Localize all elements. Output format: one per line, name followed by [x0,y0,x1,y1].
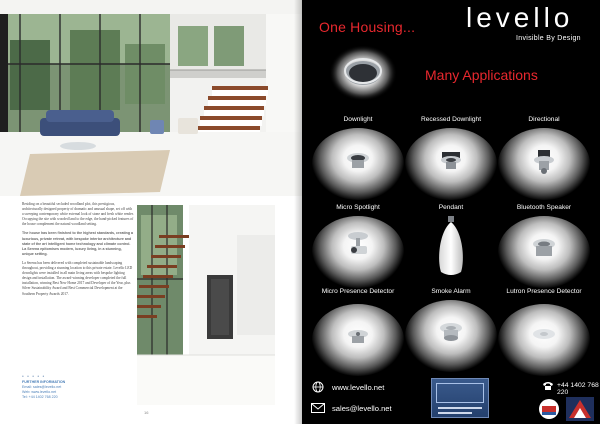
tile-label: Directional [528,116,560,123]
globe-icon [312,381,324,393]
decorative-dots: • • • • • [22,374,46,380]
contact-block [22,380,134,400]
tile-directional [498,116,590,196]
british-made-logo-icon [566,397,594,421]
website-link[interactable]: www.levello.net [332,383,385,392]
tagline-many-applications: Many Applications [425,67,538,83]
tile-micro-spotlight [312,204,404,288]
tile-pendant [405,204,497,288]
tile-downlight [312,116,404,196]
page-number: 16 [144,410,149,415]
tile-recessed-downlight [405,116,497,196]
brand-slogan: Invisible By Design [516,35,581,42]
tile-label: Bluetooth Speaker [516,204,572,211]
award-badge [431,378,489,418]
bluetooth-speaker-icon [529,232,559,262]
itlia-logo-icon [538,398,560,420]
paragraph-2: The house has been finished to the highest standards, creating a luxurious, private retreat, with bespoke interior architecture and state of the art intelligent home technology and climate control. La Serena epitomises modern, luxury living, in a stunning, unique setting. [22,231,134,256]
pendant-icon [435,216,467,278]
tile-label: Downlight [343,116,373,123]
email-icon [311,403,325,413]
right-page-advert [302,0,600,424]
directional-light-icon [529,146,559,176]
tile-micro-presence-detector [312,288,404,368]
tile-label: Pendant [438,204,464,211]
contact-line-phone: Tel: +44 1402 768 220 [22,395,58,399]
housing-ring-icon [328,41,398,101]
floating-staircase-photo [137,205,275,405]
recessed-downlight-icon [436,146,466,176]
tile-label: Lutron Presence Detector [506,288,582,295]
badge-text-line [438,407,482,409]
tile-lutron-presence-detector [498,288,590,368]
interior-staircase-photo [0,0,302,196]
phone-number: +44 1402 768 220 [557,382,599,396]
badge-frame [436,383,484,403]
contact-line-email[interactable]: Email: sales@levello.net [22,385,62,389]
tile-label: Micro Presence Detector [321,288,395,295]
lutron-detector-icon [529,322,559,352]
downlight-icon [343,146,373,176]
tile-bluetooth-speaker [498,204,590,288]
levello-logo: levello [466,2,574,33]
email-link[interactable]: sales@levello.net [332,404,392,413]
tile-label: Micro Spotlight [336,204,380,211]
paragraph-3: La Serena has been delivered with completed sustainable landscaping throughout, providing a stunning location to this private estate. Levello LED downlights were installed in all main living areas with bespoke lighting design and installation. The award-winning developer completed the full installation, winning Best New Home 2017 and Developer of the Year, plus Silver Sustainability Award and Best Commercial Development at the Southern Property Awards 2017. [22,260,133,296]
tagline-one-housing: One Housing... [319,19,416,35]
badge-text-line [438,412,472,414]
contact-line-web[interactable]: Web: www.levello.net [22,390,57,394]
tile-label: Recessed Downlight [420,116,482,123]
smoke-alarm-icon [436,316,466,346]
tile-smoke-alarm [405,288,497,368]
phone-icon [542,381,554,391]
tile-label: Smoke Alarm [431,288,471,295]
micro-spotlight-icon [343,230,373,260]
article-body [22,202,134,301]
paragraph-1: Residing on a beautiful secluded woodland plot, this prestigious, architecturally designed property of dramatic and unusual shape, set off with a sweeping contemporary white external look of stone and fresh white render. Occupying the site with wooded land to the edge, the hand-picked features of the house complement the natural woodland setting. [22,202,134,227]
presence-detector-icon [343,322,373,352]
contact-heading: FURTHER INFORMATION [22,380,66,384]
